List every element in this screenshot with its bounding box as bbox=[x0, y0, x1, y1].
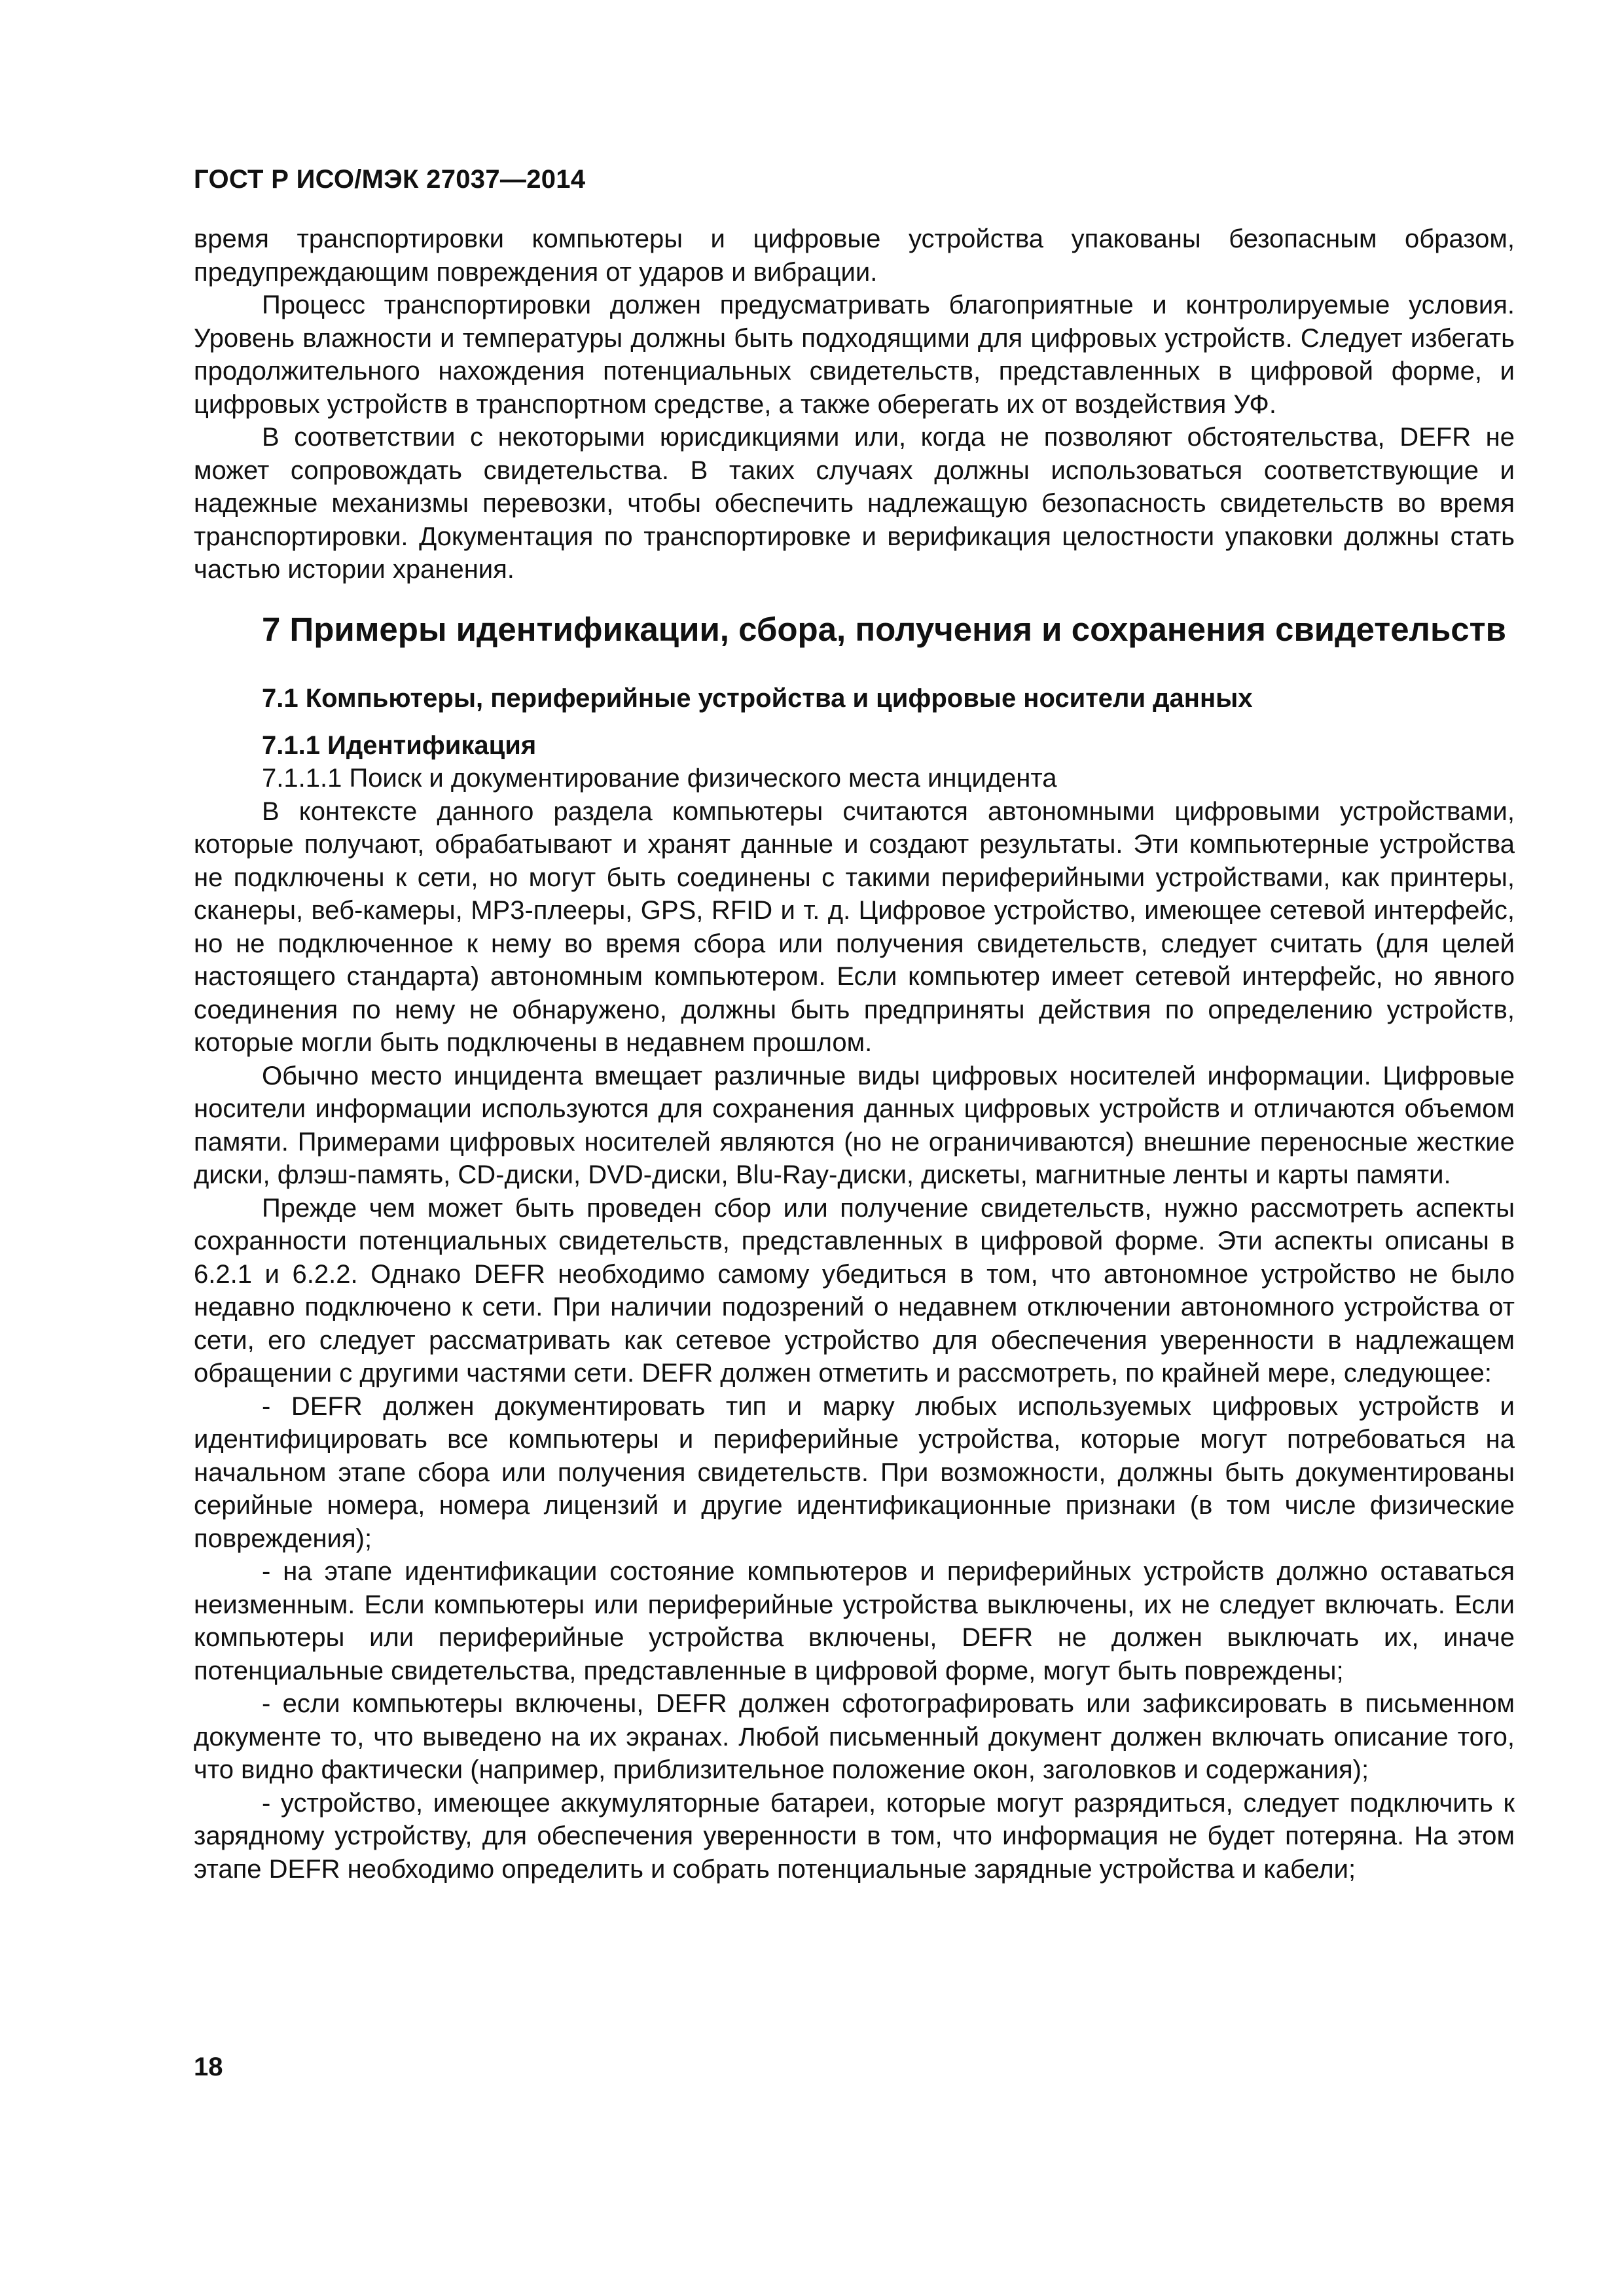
section-7-1-heading: 7.1 Компьютеры, периферийные устройства и цифровые носители данных bbox=[262, 683, 1253, 713]
paragraph-digital-media: Обычно место инцидента вмещает различные виды цифровых носителей информации. Цифровые носители информации используются для сохранения данных цифровых устройств и отличаются объемом памяти. Примерами цифровых носителей являются (но не ограничиваются) внешние переносные жесткие диски, флэш-память, CD-диски, DVD-диски, Blu-Ray-диски, дискеты, магнитные ленты и карты памяти. bbox=[194, 1061, 1515, 1189]
paragraph-jurisdictions: В соответствии с некоторыми юрисдикциями или, когда не позволяют обстоятельства, DEFR не может сопровождать свидетельства. В таких случаях должны использоваться соответствующие и надежные механизмы перевозки, чтобы обеспечить надлежащую безопасность свидетельств во время транспортировки. Документация по транспортировке и верификация целостности упаковки должны стать частью истории хранения. bbox=[194, 423, 1515, 584]
paragraph-transport-continued: время транспортировки компьютеры и цифровые устройства упакованы безопасным образом, предупреждающим повреждения от ударов и вибрации. bbox=[194, 224, 1515, 287]
section-7-1-1-heading: 7.1.1 Идентификация bbox=[262, 730, 537, 760]
section-7-1-1-1-title: 7.1.1.1 Поиск и документирование физического места инцидента bbox=[262, 764, 1057, 793]
paragraph-standalone-computers: В контексте данного раздела компьютеры считаются автономными цифровыми устройствами, которые получают, обрабатывают и хранят данные и создают результаты. Эти компьютерные устройства не подключены к сети, но могут быть соединены с такими периферийными устройствами, как принтеры, сканеры, веб-камеры, MP3-плееры, GPS, RFID и т. д. Цифровое устройство, имеющее сетевой интерфейс, но не подключенное к нему во время сбора или получения свидетельств, следует считать (для целей настоящего стандарта) автономным компьютером. Если компьютер имеет сетевой интерфейс, но явного соединения по нему не обнаружено, должны быть предприняты действия по определению устройств, которые могли быть подключены в недавнем прошлом. bbox=[194, 797, 1515, 1057]
list-item-document-devices: - DEFR должен документировать тип и марку любых используемых цифровых устройств и идентифицировать все компьютеры и периферийные устройства, которые могут потребоваться на начальном этапе сбора или получения свидетельств. При возможности, должны быть документированы серийные номера, номера лицензий и другие идентификационные признаки (в том числе физические повреждения); bbox=[194, 1391, 1515, 1553]
section-7-heading: 7 Примеры идентификации, сбора, получения и сохранения свидетельств bbox=[262, 610, 1506, 648]
document-header: ГОСТ Р ИСО/МЭК 27037—2014 bbox=[194, 165, 586, 194]
paragraph-preservation-aspects: Прежде чем может быть проведен сбор или получение свидетельств, нужно рассмотреть аспекты сохранности потенциальных свидетельств, представленных в цифровой форме. Эти аспекты описаны в 6.2.1 и 6.2.2. Однако DEFR необходимо самому убедиться в том, что автономное устройство не было недавно подключено к сети. При наличии подозрений о недавнем отключении автономного устройства от сети, его следует рассматривать как сетевое устройство для обеспечения уверенности в надлежащем обращении с другими частями сети. DEFR должен отметить и рассмотреть, по крайней мере, следующее: bbox=[194, 1193, 1515, 1388]
list-item-photograph-screens: - если компьютеры включены, DEFR должен сфотографировать или зафиксировать в письменном документе то, что выведено на их экранах. Любой письменный документ должен включать описание того, что видно фактически (например, приблизительное положение окон, заголовков и содержания); bbox=[194, 1689, 1515, 1784]
paragraph-transport-conditions: Процесс транспортировки должен предусматривать благоприятные и контролируемые условия. Уровень влажности и температуры должны быть подходящими для цифровых устройств. Следует избегать продолжительного нахождения потенциальных свидетельств, представленных в цифровой форме, и цифровых устройств в транспортном средстве, а также оберегать их от воздействия УФ. bbox=[194, 291, 1515, 419]
page-number: 18 bbox=[194, 2053, 223, 2081]
page-content bbox=[194, 223, 1515, 1886]
list-item-state-unchanged: - на этапе идентификации состояние компьютеров и периферийных устройств должно оставаться неизменным. Если компьютеры или периферийные устройства выключены, их не следует включать. Если компьютеры или периферийные устройства включены, DEFR не должен выключать их, иначе потенциальные свидетельства, представленные в цифровой форме, могут быть повреждены; bbox=[194, 1557, 1515, 1685]
list-item-battery-devices: - устройство, имеющее аккумуляторные батареи, которые могут разрядиться, следует подключить к зарядному устройству, для обеспечения уверенности в том, что информация не будет потеряна. На этом этапе DEFR необходимо определить и собрать потенциальные зарядные устройства и кабели; bbox=[194, 1788, 1515, 1884]
